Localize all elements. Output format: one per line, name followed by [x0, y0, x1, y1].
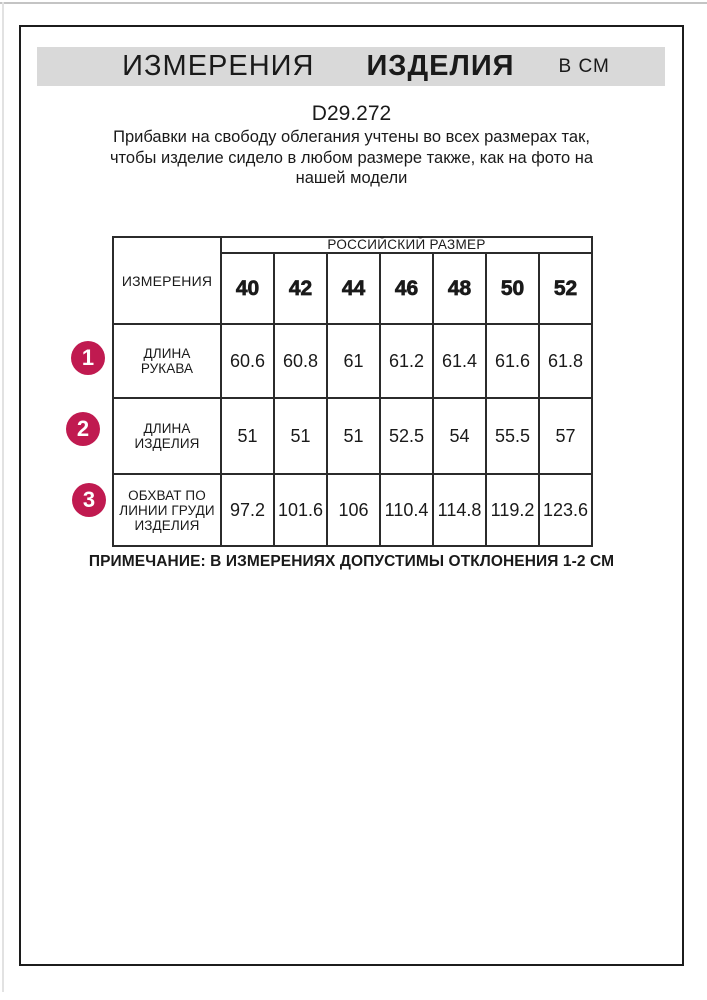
- fit-description: [19, 127, 684, 189]
- measurement-value: 60.6: [221, 324, 274, 398]
- title-product-word: ИЗДЕЛИЯ: [366, 50, 515, 82]
- measurement-value: 123.6: [539, 474, 592, 546]
- row-number-badge-2: 2: [66, 412, 100, 446]
- measurement-value: 114.8: [433, 474, 486, 546]
- row-label: ДЛИНА РУКАВА: [113, 324, 221, 398]
- measurement-value: 110.4: [380, 474, 433, 546]
- measurement-value: 106: [327, 474, 380, 546]
- measurement-value: 54: [433, 398, 486, 474]
- fit-description-line: нашей модели: [295, 169, 408, 187]
- title-measurements-word: ИЗМЕРЕНИЯ: [122, 50, 315, 82]
- measurement-value: 61.4: [433, 324, 486, 398]
- measurement-value: 55.5: [486, 398, 539, 474]
- row-number-badge-3: 3: [72, 483, 106, 517]
- measurement-value: 51: [274, 398, 327, 474]
- fit-description-line: чтобы изделие сидело в любом размере также, как на фото на: [109, 148, 594, 167]
- fit-description-line: Прибавки на свободу облегания учтены во всех размерах так,: [113, 128, 590, 146]
- title-bar: [37, 47, 665, 86]
- size-header-cell: 46: [380, 253, 433, 324]
- size-table: [112, 236, 593, 547]
- table-group-header-row: [113, 237, 592, 253]
- size-header-cell: 44: [327, 253, 380, 324]
- title-units-label: В СМ: [558, 55, 610, 77]
- measurement-value: 61: [327, 324, 380, 398]
- measurement-value: 61.2: [380, 324, 433, 398]
- measurement-value: 119.2: [486, 474, 539, 546]
- row-label: ОБХВАТ ПО ЛИНИИ ГРУДИ ИЗДЕЛИЯ: [113, 474, 221, 546]
- measurement-value: 101.6: [274, 474, 327, 546]
- measurement-value: 61.6: [486, 324, 539, 398]
- size-header-cell: 40: [221, 253, 274, 324]
- measurement-value: 51: [327, 398, 380, 474]
- measurement-value: 51: [221, 398, 274, 474]
- page-edge-line-left: [2, 2, 4, 992]
- page-edge-line-top: [0, 2, 707, 4]
- measurement-value: 52.5: [380, 398, 433, 474]
- row-label: ДЛИНА ИЗДЕЛИЯ: [113, 398, 221, 474]
- product-code: D29.272: [311, 102, 392, 125]
- table-row-chest-girth: [113, 474, 592, 546]
- size-header-cell: 52: [539, 253, 592, 324]
- table-row-sleeve-length: [113, 324, 592, 398]
- row-number-badge-1: 1: [71, 341, 105, 375]
- measurement-value: 97.2: [221, 474, 274, 546]
- size-header-cell: 50: [486, 253, 539, 324]
- table-row-item-length: [113, 398, 592, 474]
- size-header-cell: 42: [274, 253, 327, 324]
- measurement-value: 61.8: [539, 324, 592, 398]
- measurement-value: 60.8: [274, 324, 327, 398]
- group-header-cell: РОССИЙСКИЙ РАЗМЕР: [221, 237, 592, 253]
- measurement-value: 57: [539, 398, 592, 474]
- tolerance-note: ПРИМЕЧАНИЕ: В ИЗМЕРЕНИЯХ ДОПУСТИМЫ ОТКЛОНЕНИЯ 1-2 СМ: [88, 553, 615, 570]
- corner-header-cell: ИЗМЕРЕНИЯ: [113, 237, 221, 324]
- size-header-cell: 48: [433, 253, 486, 324]
